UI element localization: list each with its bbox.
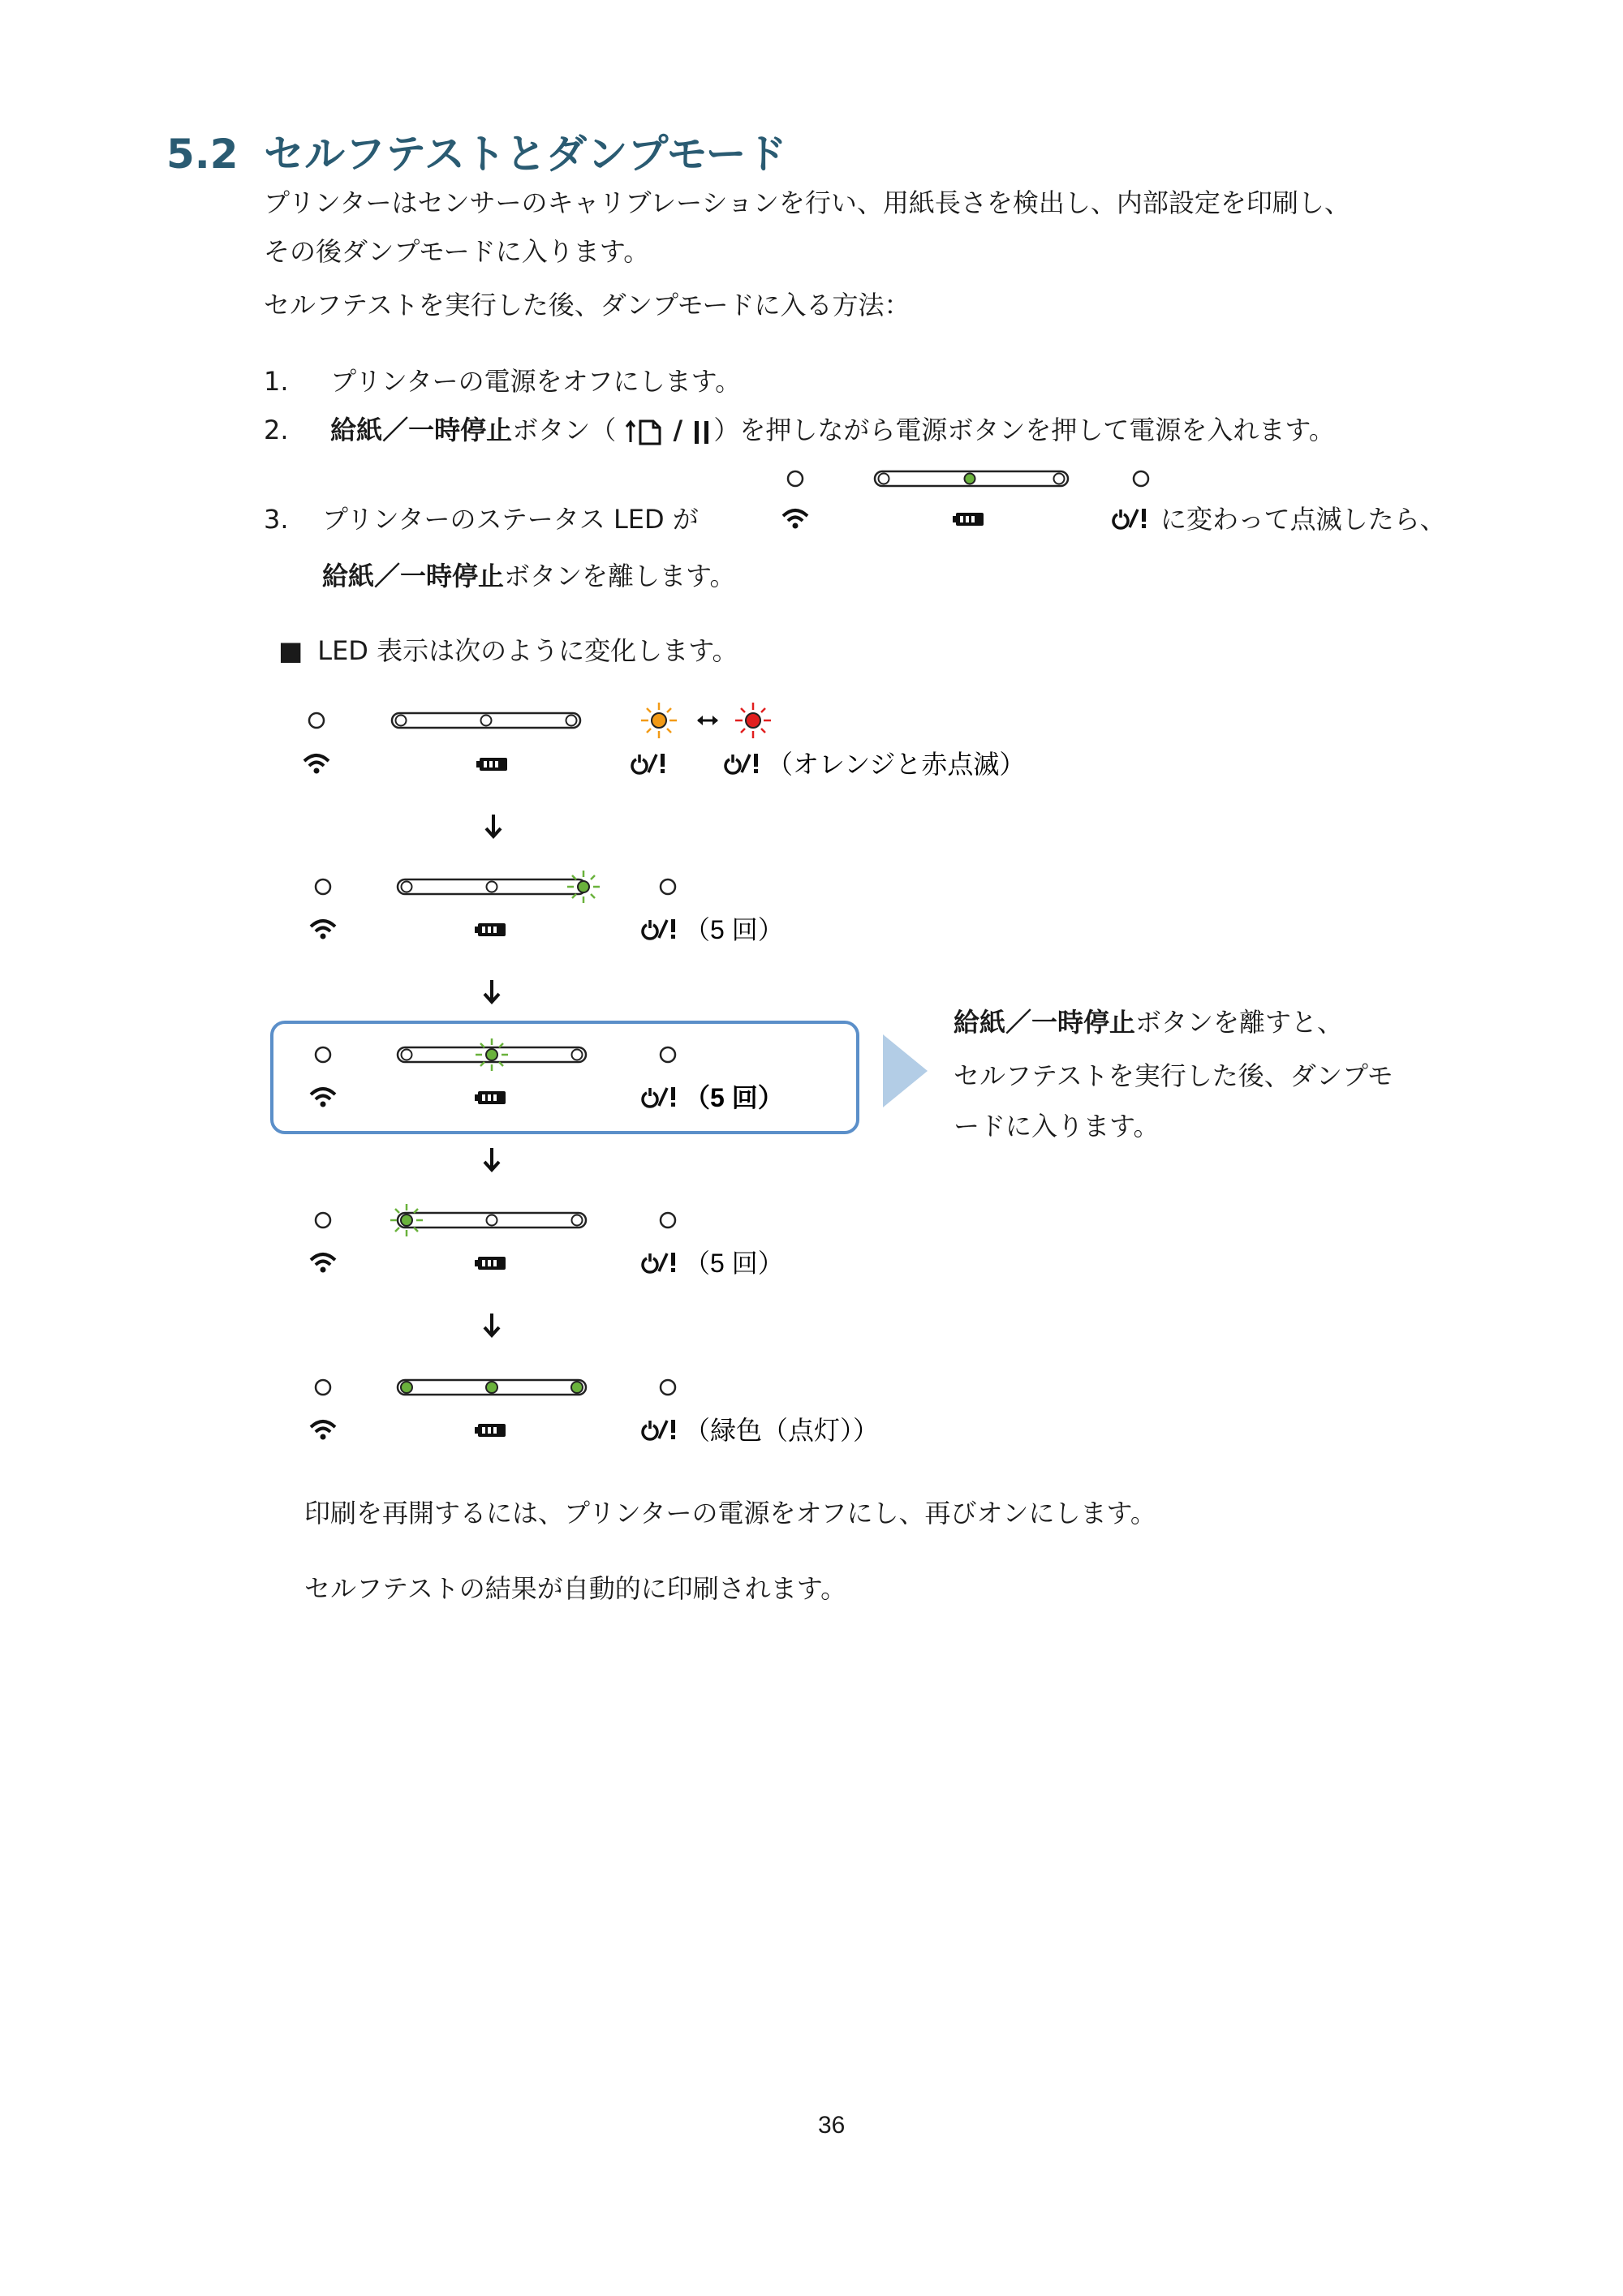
step-text: ボタン（ xyxy=(512,415,617,445)
step-text: ）を押しながら電源ボタンを押して電源を入れます。 xyxy=(713,415,1335,445)
feed-pause-button-name: 給紙／一時停止 xyxy=(322,561,505,591)
step-3-line-2 xyxy=(322,560,735,592)
step-text: ボタンを離します。 xyxy=(504,561,736,591)
sequence-label-4: （5 回） xyxy=(684,1249,784,1278)
feed-pause-button-name: 給紙／一時停止 xyxy=(330,415,513,445)
red-blink-led xyxy=(735,703,771,738)
highlight-box xyxy=(272,1022,858,1133)
section-title: セルフテストとダンプモード xyxy=(264,131,787,178)
sequence-label-5: （緑色（点灯）） xyxy=(684,1416,880,1445)
wifi-icon xyxy=(783,510,807,529)
sequence-step-4 xyxy=(311,1204,784,1335)
icon-separator: / xyxy=(673,415,683,445)
battery-led-center-green xyxy=(965,474,975,484)
sequence-step-2 xyxy=(311,871,784,1002)
down-arrow-icon xyxy=(486,815,501,836)
section-number: 5.2 xyxy=(166,131,239,178)
callout-line-2: セルフテストを実行した後、ダンプモ xyxy=(954,1060,1393,1091)
feed-icon xyxy=(624,418,665,445)
intro-line-3: セルフテストを実行した後、ダンプモードに入る方法： xyxy=(264,290,911,320)
step-1 xyxy=(264,365,741,398)
orange-blink-led xyxy=(641,703,677,738)
step-3-number: 3. xyxy=(264,504,289,535)
down-arrow-icon xyxy=(484,1148,499,1170)
bullet-marker: ■ xyxy=(278,635,304,666)
step-text: プリンターの電源をオフにします。 xyxy=(330,366,742,397)
step-2 xyxy=(264,414,1335,446)
down-arrow-icon xyxy=(484,1314,499,1335)
resume-printing-text: 印刷を再開するには、プリンターの電源をオフにし、再びオンにします。 xyxy=(304,1498,1156,1529)
intro-line-1: プリンターはセンサーのキャリブレーションを行い、用紙長さを検出し、内部設定を印刷し、 xyxy=(264,187,1350,218)
step-3-text-a: プリンターのステータス LED が xyxy=(322,504,699,535)
callout-line-3: ードに入ります。 xyxy=(954,1111,1160,1142)
feed-pause-button-name: 給紙／一時停止 xyxy=(954,1007,1136,1038)
step-number: 2. xyxy=(264,415,289,445)
intro-line-2: その後ダンプモードに入ります。 xyxy=(264,236,650,267)
sequence-label-1: （オレンジと赤点滅） xyxy=(767,750,1026,779)
bullet-text: LED 表示は次のように変化します。 xyxy=(317,635,738,666)
step-number: 1. xyxy=(264,366,289,397)
bullet-item xyxy=(278,634,738,667)
wifi-led xyxy=(788,471,803,486)
pause-icon xyxy=(691,418,713,445)
status-led xyxy=(1134,471,1148,486)
sequence-step-3-highlighted xyxy=(272,1022,858,1170)
battery-icon xyxy=(953,513,984,526)
double-arrow-icon xyxy=(697,716,718,725)
sequence-step-1 xyxy=(304,703,1025,836)
sequence-label-2: （5 回） xyxy=(684,915,784,944)
page-number: 36 xyxy=(818,2112,846,2139)
sequence-label-3: （5 回） xyxy=(684,1083,784,1112)
self-test-result-text: セルフテストの結果が自動的に印刷されます。 xyxy=(304,1573,847,1604)
power-error-icon xyxy=(1113,509,1146,528)
callout-line-1 xyxy=(954,1006,1343,1038)
callout-arrow-icon xyxy=(883,1034,932,1107)
step-3-text-b: に変わって点滅したら、 xyxy=(1160,504,1446,535)
section-heading xyxy=(166,122,787,180)
step3-status-leds xyxy=(771,462,1152,535)
sequence-step-5 xyxy=(311,1380,879,1445)
callout-text: ボタンを離すと、 xyxy=(1135,1007,1344,1038)
down-arrow-icon xyxy=(484,980,499,1002)
